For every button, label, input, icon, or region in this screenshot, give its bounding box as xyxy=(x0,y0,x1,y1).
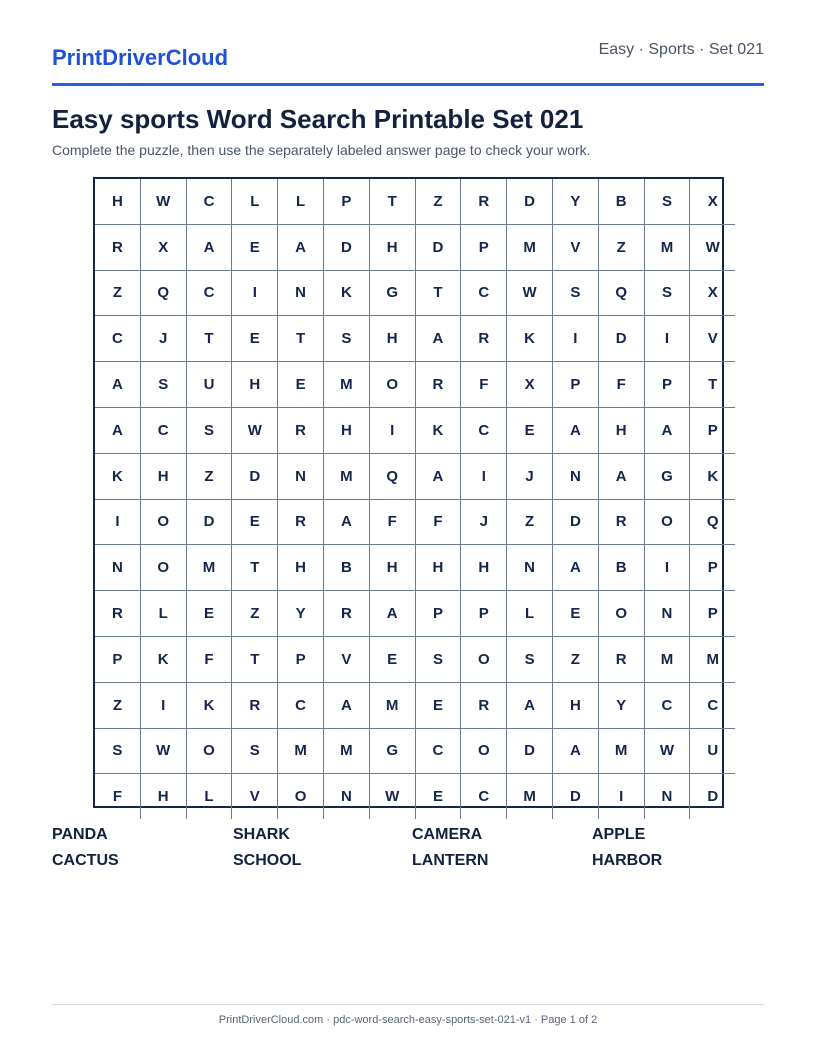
grid-cell: Q xyxy=(140,270,186,316)
grid-cell: N xyxy=(95,545,140,591)
grid-cell: H xyxy=(140,453,186,499)
grid-cell: G xyxy=(644,453,690,499)
grid-cell: V xyxy=(552,224,598,270)
grid-row xyxy=(95,636,735,682)
grid-cell: S xyxy=(323,316,369,362)
grid-cell: E xyxy=(369,636,415,682)
word-list-item: PANDA xyxy=(52,826,108,843)
grid-cell: D xyxy=(552,499,598,545)
grid-cell: S xyxy=(140,362,186,408)
header-divider xyxy=(52,83,764,86)
grid-cell: N xyxy=(644,774,690,819)
grid-cell: O xyxy=(278,774,324,819)
grid-cell: D xyxy=(690,774,735,819)
grid-cell: C xyxy=(95,316,140,362)
grid-cell: K xyxy=(186,682,232,728)
grid-cell: I xyxy=(369,407,415,453)
grid-cell: A xyxy=(552,728,598,774)
grid-cell: P xyxy=(415,591,461,637)
grid-cell: M xyxy=(186,545,232,591)
grid-cell: E xyxy=(415,774,461,819)
grid-cell: Q xyxy=(690,499,735,545)
grid-cell: C xyxy=(461,774,507,819)
grid-row xyxy=(95,591,735,637)
grid-cell: O xyxy=(186,728,232,774)
grid-cell: P xyxy=(461,224,507,270)
grid-cell: H xyxy=(598,407,644,453)
grid-cell: S xyxy=(507,636,553,682)
word-search-grid xyxy=(93,177,724,808)
grid-cell: Z xyxy=(415,179,461,224)
grid-cell: Q xyxy=(598,270,644,316)
grid-cell: R xyxy=(95,224,140,270)
grid-cell: S xyxy=(186,407,232,453)
grid-cell: W xyxy=(369,774,415,819)
grid-cell: H xyxy=(415,545,461,591)
grid-cell: M xyxy=(644,224,690,270)
grid-cell: N xyxy=(552,453,598,499)
grid-cell: M xyxy=(690,636,735,682)
grid-cell: T xyxy=(278,316,324,362)
grid-cell: B xyxy=(598,545,644,591)
grid-cell: M xyxy=(323,453,369,499)
grid-cell: S xyxy=(644,179,690,224)
grid-cell: R xyxy=(415,362,461,408)
word-list-item: CAMERA xyxy=(412,826,483,843)
grid-cell: F xyxy=(598,362,644,408)
grid-cell: E xyxy=(278,362,324,408)
grid-cell: N xyxy=(644,591,690,637)
grid-cell: P xyxy=(690,407,735,453)
grid-cell: P xyxy=(552,362,598,408)
grid-cell: C xyxy=(278,682,324,728)
grid-cell: T xyxy=(369,179,415,224)
grid-cell: E xyxy=(232,499,278,545)
grid-cell: A xyxy=(186,224,232,270)
grid-cell: Q xyxy=(369,453,415,499)
word-list-item: LANTERN xyxy=(412,852,489,869)
grid-cell: I xyxy=(232,270,278,316)
grid-cell: W xyxy=(644,728,690,774)
grid-cell: Y xyxy=(598,682,644,728)
grid-cell: O xyxy=(140,499,186,545)
grid-cell: K xyxy=(415,407,461,453)
grid-row xyxy=(95,545,735,591)
grid-cell: Z xyxy=(186,453,232,499)
grid-cell: R xyxy=(598,499,644,545)
grid-cell: S xyxy=(644,270,690,316)
word-list-item: SHARK xyxy=(233,826,290,843)
grid-row xyxy=(95,179,735,224)
grid-cell: I xyxy=(461,453,507,499)
grid-cell: I xyxy=(95,499,140,545)
grid-cell: R xyxy=(598,636,644,682)
grid-cell: C xyxy=(690,682,735,728)
grid-cell: X xyxy=(690,270,735,316)
grid-cell: N xyxy=(323,774,369,819)
grid-cell: Z xyxy=(95,682,140,728)
grid-cell: A xyxy=(278,224,324,270)
grid-cell: I xyxy=(644,316,690,362)
grid-cell: U xyxy=(690,728,735,774)
grid-cell: D xyxy=(507,728,553,774)
grid-cell: M xyxy=(598,728,644,774)
word-list-item: HARBOR xyxy=(592,852,663,869)
grid-cell: S xyxy=(95,728,140,774)
grid-cell: W xyxy=(232,407,278,453)
grid-cell: A xyxy=(507,682,553,728)
grid-cell: E xyxy=(186,591,232,637)
grid-cell: L xyxy=(186,774,232,819)
grid-cell: H xyxy=(95,179,140,224)
grid-cell: C xyxy=(461,407,507,453)
grid-cell: H xyxy=(140,774,186,819)
grid-cell: E xyxy=(232,316,278,362)
grid-row xyxy=(95,316,735,362)
grid-cell: U xyxy=(186,362,232,408)
grid-row xyxy=(95,407,735,453)
grid-cell: S xyxy=(552,270,598,316)
grid-cell: R xyxy=(461,179,507,224)
grid-cell: Y xyxy=(278,591,324,637)
grid-cell: B xyxy=(598,179,644,224)
grid-cell: D xyxy=(186,499,232,545)
grid-cell: M xyxy=(323,728,369,774)
grid-cell: A xyxy=(415,316,461,362)
grid-row xyxy=(95,728,735,774)
grid-cell: L xyxy=(232,179,278,224)
grid-row xyxy=(95,499,735,545)
grid-cell: T xyxy=(232,636,278,682)
grid-cell: N xyxy=(507,545,553,591)
grid-cell: S xyxy=(415,636,461,682)
grid-cell: S xyxy=(232,728,278,774)
grid-cell: C xyxy=(644,682,690,728)
grid-cell: D xyxy=(323,224,369,270)
grid-cell: F xyxy=(95,774,140,819)
grid-cell: E xyxy=(232,224,278,270)
grid-row xyxy=(95,270,735,316)
grid-cell: Z xyxy=(232,591,278,637)
grid-cell: M xyxy=(323,362,369,408)
grid-cell: H xyxy=(369,316,415,362)
grid-cell: H xyxy=(461,545,507,591)
grid-cell: H xyxy=(278,545,324,591)
grid-cell: O xyxy=(461,728,507,774)
grid-cell: M xyxy=(507,774,553,819)
grid-cell: N xyxy=(278,270,324,316)
grid-cell: D xyxy=(598,316,644,362)
grid-cell: P xyxy=(461,591,507,637)
grid-cell: O xyxy=(461,636,507,682)
grid-cell: T xyxy=(415,270,461,316)
grid-cell: D xyxy=(507,179,553,224)
grid-cell: J xyxy=(140,316,186,362)
grid-cell: T xyxy=(690,362,735,408)
grid-row xyxy=(95,682,735,728)
grid-cell: Z xyxy=(507,499,553,545)
grid-cell: E xyxy=(415,682,461,728)
grid-cell: D xyxy=(232,453,278,499)
grid-cell: J xyxy=(507,453,553,499)
grid-cell: H xyxy=(552,682,598,728)
grid-cell: G xyxy=(369,270,415,316)
grid-cell: A xyxy=(95,407,140,453)
grid-cell: P xyxy=(95,636,140,682)
grid-cell: D xyxy=(415,224,461,270)
grid-cell: R xyxy=(278,407,324,453)
grid-cell: R xyxy=(232,682,278,728)
grid-cell: E xyxy=(507,407,553,453)
grid-cell: K xyxy=(140,636,186,682)
grid-cell: R xyxy=(461,316,507,362)
grid-cell: A xyxy=(95,362,140,408)
grid-cell: P xyxy=(323,179,369,224)
grid-row xyxy=(95,453,735,499)
grid-cell: K xyxy=(95,453,140,499)
grid-cell: A xyxy=(369,591,415,637)
grid-cell: Z xyxy=(552,636,598,682)
grid-cell: H xyxy=(369,545,415,591)
grid-cell: H xyxy=(323,407,369,453)
grid-cell: P xyxy=(278,636,324,682)
grid-cell: T xyxy=(186,316,232,362)
breadcrumb-meta: Easy · Sports · Set 021 xyxy=(598,41,764,58)
grid-cell: F xyxy=(461,362,507,408)
grid-cell: N xyxy=(278,453,324,499)
grid-cell: K xyxy=(323,270,369,316)
grid-cell: F xyxy=(186,636,232,682)
grid-cell: Z xyxy=(95,270,140,316)
grid-cell: O xyxy=(369,362,415,408)
grid-cell: R xyxy=(461,682,507,728)
grid-cell: P xyxy=(644,362,690,408)
grid-cell: C xyxy=(415,728,461,774)
grid-cell: W xyxy=(690,224,735,270)
footer-divider xyxy=(52,1004,764,1005)
grid-cell: P xyxy=(690,545,735,591)
grid-cell: R xyxy=(323,591,369,637)
brand-logo-text[interactable]: PrintDriverCloud xyxy=(52,45,229,70)
grid-cell: A xyxy=(552,407,598,453)
grid-cell: A xyxy=(598,453,644,499)
grid-cell: O xyxy=(598,591,644,637)
grid-cell: A xyxy=(323,682,369,728)
grid-cell: C xyxy=(140,407,186,453)
grid-cell: A xyxy=(644,407,690,453)
grid-cell: K xyxy=(690,453,735,499)
grid-cell: M xyxy=(369,682,415,728)
word-list-item: APPLE xyxy=(592,826,646,843)
grid-cell: Y xyxy=(552,179,598,224)
grid-cell: D xyxy=(552,774,598,819)
grid-cell: A xyxy=(415,453,461,499)
grid-cell: V xyxy=(232,774,278,819)
grid-cell: E xyxy=(552,591,598,637)
grid-cell: I xyxy=(644,545,690,591)
word-list-item: SCHOOL xyxy=(233,852,302,869)
grid-cell: H xyxy=(232,362,278,408)
grid-cell: A xyxy=(552,545,598,591)
grid-cell: O xyxy=(644,499,690,545)
grid-cell: H xyxy=(369,224,415,270)
grid-row xyxy=(95,774,735,819)
grid-cell: G xyxy=(369,728,415,774)
word-list-item: CACTUS xyxy=(52,852,119,869)
grid-table xyxy=(95,179,735,819)
grid-cell: T xyxy=(232,545,278,591)
page-title: Easy sports Word Search Printable Set 021 xyxy=(52,104,584,134)
grid-row xyxy=(95,224,735,270)
grid-cell: J xyxy=(461,499,507,545)
grid-cell: C xyxy=(186,179,232,224)
grid-cell: L xyxy=(140,591,186,637)
page-subtitle: Complete the puzzle, then use the separately labeled answer page to check your work. xyxy=(52,142,591,158)
grid-cell: V xyxy=(323,636,369,682)
grid-cell: B xyxy=(323,545,369,591)
grid-cell: R xyxy=(278,499,324,545)
grid-cell: L xyxy=(507,591,553,637)
grid-cell: M xyxy=(278,728,324,774)
grid-cell: I xyxy=(598,774,644,819)
grid-cell: R xyxy=(95,591,140,637)
grid-cell: C xyxy=(186,270,232,316)
grid-cell: W xyxy=(507,270,553,316)
grid-cell: F xyxy=(369,499,415,545)
page-header xyxy=(52,40,764,86)
grid-cell: X xyxy=(140,224,186,270)
grid-cell: X xyxy=(690,179,735,224)
page-footer: PrintDriverCloud.com · pdc-word-search-easy-sports-set-021-v1 · Page 1 of 2 xyxy=(218,1014,598,1026)
grid-row xyxy=(95,362,735,408)
grid-cell: Z xyxy=(598,224,644,270)
grid-cell: O xyxy=(140,545,186,591)
grid-cell: P xyxy=(690,591,735,637)
grid-cell: A xyxy=(323,499,369,545)
grid-cell: I xyxy=(140,682,186,728)
grid-cell: L xyxy=(278,179,324,224)
grid-cell: W xyxy=(140,728,186,774)
grid-cell: F xyxy=(415,499,461,545)
grid-cell: M xyxy=(644,636,690,682)
grid-cell: X xyxy=(507,362,553,408)
grid-cell: V xyxy=(690,316,735,362)
grid-cell: I xyxy=(552,316,598,362)
grid-cell: C xyxy=(461,270,507,316)
grid-cell: K xyxy=(507,316,553,362)
grid-cell: W xyxy=(140,179,186,224)
grid-cell: M xyxy=(507,224,553,270)
